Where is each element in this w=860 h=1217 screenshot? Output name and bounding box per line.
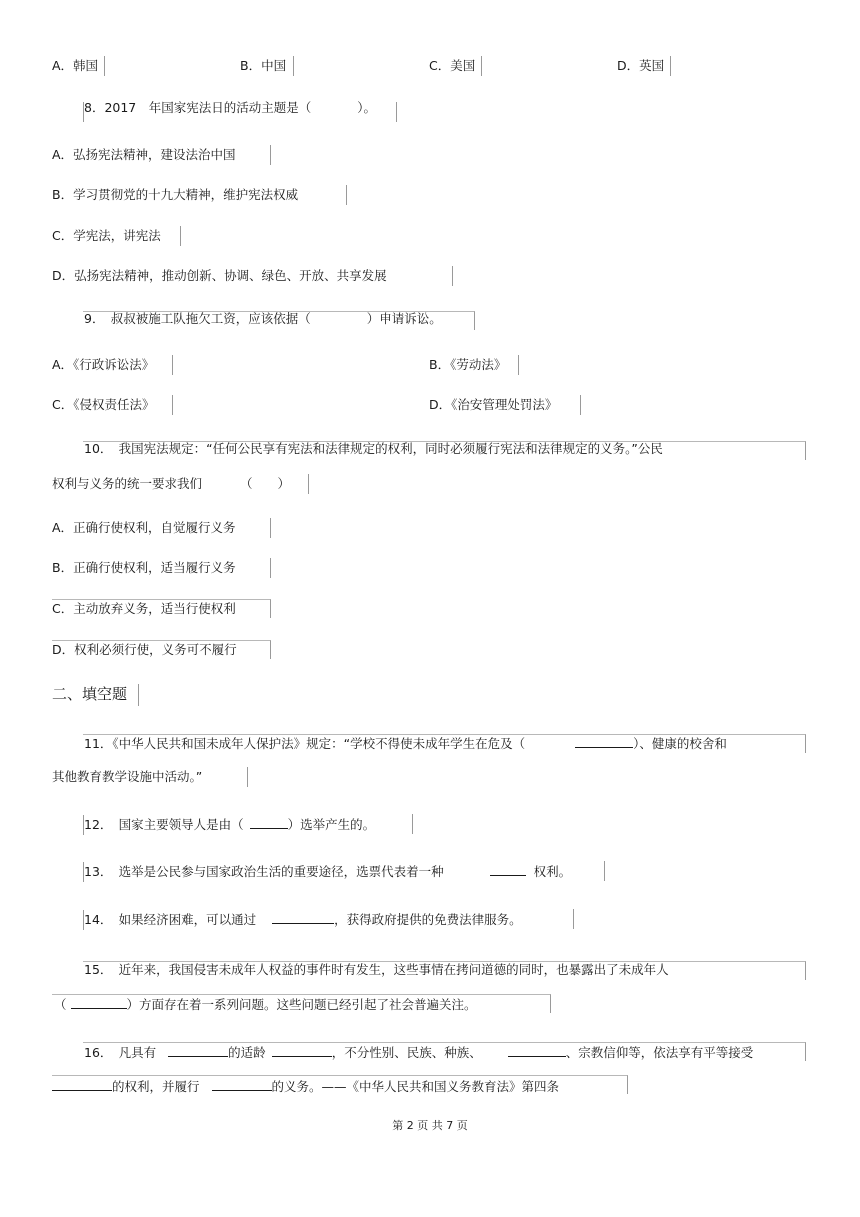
stem-text: 的权利，并履行 xyxy=(112,1079,200,1094)
question-15-line-1 xyxy=(84,961,669,979)
answer-blank[interactable] xyxy=(71,995,127,1009)
stem-text: ）方面存在着一系列问题。这些问题已经引起了社会普遍关注。 xyxy=(126,997,477,1012)
answer-blank[interactable] xyxy=(575,734,633,748)
stem-text: ）申请诉讼。 xyxy=(366,311,442,326)
question-number: 10 xyxy=(84,441,100,456)
stem-text: 、宗教信仰等，依法享有平等接受 xyxy=(565,1045,754,1060)
question-number: 11 xyxy=(84,736,100,751)
question-number: 14 xyxy=(84,912,100,927)
frame-mark xyxy=(308,474,309,494)
q10-option-c: C．主动放弃义务，适当行使权利 xyxy=(52,601,236,616)
q8-option-d: D．弘扬宪法精神，推动创新、协调、绿色、开放、共享发展 xyxy=(52,268,387,283)
stem-text: ）。 xyxy=(357,100,377,115)
frame-mark xyxy=(412,814,413,834)
q7-option-c: C．美国 xyxy=(429,58,476,73)
frame-mark xyxy=(180,226,181,246)
answer-blank[interactable] xyxy=(168,1043,228,1057)
stem-text: 权利。 xyxy=(533,864,572,879)
stem-text: ．2017 年国家宪法日的活动主题是（ xyxy=(91,100,312,115)
stem-text: ． 如果经济困难，可以通过 xyxy=(99,912,257,927)
answer-parentheses: （ ） xyxy=(240,476,291,491)
answer-blank[interactable] xyxy=(272,1043,332,1057)
frame-mark xyxy=(481,56,482,76)
answer-blank[interactable] xyxy=(508,1043,566,1057)
question-8-stem xyxy=(84,99,376,117)
frame-mark xyxy=(580,395,581,415)
frame-mark xyxy=(293,56,294,76)
stem-text: 的适龄 xyxy=(228,1045,266,1060)
q7-option-a: A．韩国 xyxy=(52,58,99,73)
frame-mark xyxy=(573,909,574,929)
frame-mark xyxy=(172,355,173,375)
q10-option-b: B．正确行使权利，适当履行义务 xyxy=(52,560,236,575)
question-number: 8 xyxy=(84,100,92,115)
stem-text: ，不分性别、民族、种族、 xyxy=(331,1045,482,1060)
frame-mark xyxy=(670,56,671,76)
q9-option-a: A．《行政诉讼法》 xyxy=(52,357,155,372)
q10-option-a: A．正确行使权利，自觉履行义务 xyxy=(52,520,236,535)
stem-text: ． 凡具有 xyxy=(99,1045,157,1060)
question-number: 12 xyxy=(84,817,100,832)
question-number: 13 xyxy=(84,864,100,879)
stem-text: （ xyxy=(54,997,67,1012)
stem-text: 的义务。——《中华人民共和国义务教育法》第四条 xyxy=(271,1079,560,1094)
question-14 xyxy=(84,910,522,929)
stem-text: ）、健康的校舍和 xyxy=(633,736,727,751)
frame-mark xyxy=(247,767,248,787)
answer-blank[interactable] xyxy=(52,1077,112,1091)
question-15-line-2 xyxy=(54,995,477,1014)
frame-mark xyxy=(270,145,271,165)
answer-blank[interactable] xyxy=(250,815,288,829)
q9-option-d: D．《治安管理处罚法》 xyxy=(429,397,558,412)
frame-mark xyxy=(138,684,139,706)
question-12 xyxy=(84,815,375,834)
frame-mark xyxy=(396,102,397,122)
question-number: 9 xyxy=(84,311,92,326)
frame-mark xyxy=(270,518,271,538)
answer-blank[interactable] xyxy=(212,1077,272,1091)
stem-text: ． 我国宪法规定：“任何公民享有宪法和法律规定的权利，同时必须履行宪法和法律规定的义务。”公民 xyxy=(99,441,663,456)
q8-option-a: A．弘扬宪法精神，建设法治中国 xyxy=(52,147,236,162)
frame-mark xyxy=(604,861,605,881)
question-10-line-1 xyxy=(84,440,663,458)
frame-mark xyxy=(172,395,173,415)
frame-mark xyxy=(346,185,347,205)
stem-text: ． 国家主要领导人是由（ xyxy=(99,817,244,832)
question-9-stem xyxy=(84,310,442,328)
question-number: 15 xyxy=(84,962,100,977)
stem-text: ． 近年来，我国侵害未成年人权益的事件时有发生，这些事情在拷问道德的同时，也暴露出了未成年人 xyxy=(99,962,669,977)
q9-option-b: B．《劳动法》 xyxy=(429,357,507,372)
question-13 xyxy=(84,862,571,881)
question-10-line-2 xyxy=(52,475,290,493)
frame-mark xyxy=(104,56,105,76)
stem-text: ）选举产生的。 xyxy=(287,817,376,832)
stem-text: ，获得政府提供的免费法律服务。 xyxy=(334,912,522,927)
q7-option-b: B．中国 xyxy=(240,58,287,73)
question-16-line-1 xyxy=(84,1043,753,1062)
stem-text: ． 选举是公民参与国家政治生活的重要途径，选票代表着一种 xyxy=(99,864,444,879)
q7-option-d: D．英国 xyxy=(617,58,665,73)
answer-blank[interactable] xyxy=(272,910,334,924)
q10-option-d: D．权利必须行使，义务可不履行 xyxy=(52,642,237,657)
question-11-line-1 xyxy=(84,734,727,753)
frame-mark xyxy=(452,266,453,286)
stem-text: 权利与义务的统一要求我们 xyxy=(52,476,203,491)
question-number: 16 xyxy=(84,1045,100,1060)
q8-option-b: B．学习贯彻党的十九大精神，维护宪法权威 xyxy=(52,187,299,202)
question-16-line-2 xyxy=(52,1077,559,1096)
question-11-line-2: 其他教育教学设施中活动。” xyxy=(52,769,203,784)
answer-blank[interactable] xyxy=(490,862,526,876)
q8-option-c: C．学宪法，讲宪法 xyxy=(52,228,161,243)
page-footer: 第 2 页 共 7 页 xyxy=(392,1119,468,1132)
stem-text: ．《中华人民共和国未成年人保护法》规定：“学校不得使未成年学生在危及（ xyxy=(99,736,526,751)
frame-mark xyxy=(270,558,271,578)
stem-text: ． 叔叔被施工队拖欠工资，应该依据（ xyxy=(91,311,311,326)
frame-mark xyxy=(518,355,519,375)
q9-option-c: C．《侵权责任法》 xyxy=(52,397,155,412)
section-title: 二、填空题 xyxy=(52,685,128,703)
